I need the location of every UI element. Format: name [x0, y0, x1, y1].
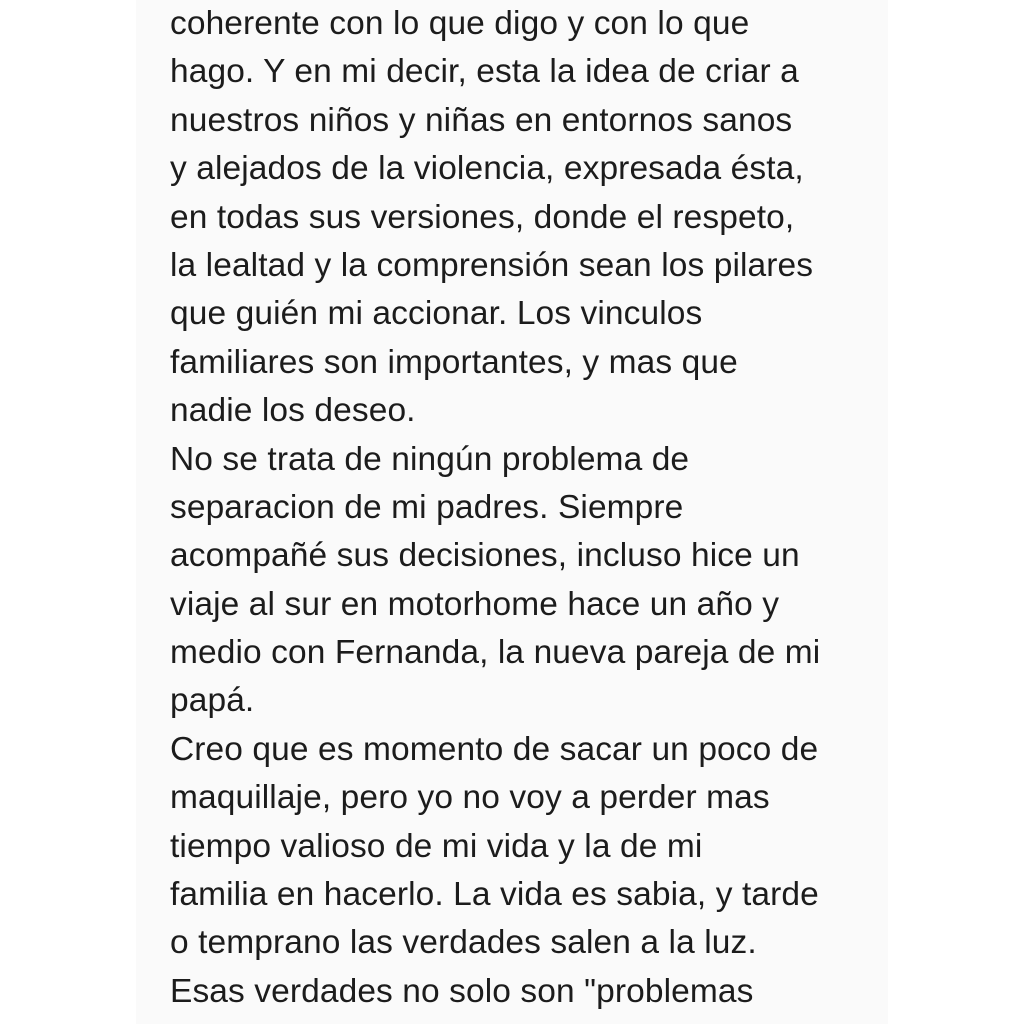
text-line: No se trata de ningún problema de — [170, 440, 690, 478]
text-line: en todas sus versiones, donde el respeto, — [170, 198, 795, 236]
text-line: coherente con lo que digo y con lo que — [170, 5, 750, 42]
text-line: nuestros niños y niñas en entornos sanos — [170, 101, 793, 139]
text-line: viaje al sur en motorhome hace un año y — [170, 585, 780, 623]
text-line: tiempo valioso de mi vida y la de mi — [170, 827, 703, 865]
text-line: maquillaje, pero yo no voy a perder mas — [170, 779, 770, 817]
text-line: o temprano las verdades salen a la luz. — [170, 924, 757, 962]
text-line: papá. — [170, 682, 255, 720]
text-line: familiares son importantes, y mas que — [170, 343, 738, 381]
text-line: nadie los deseo. — [170, 392, 416, 430]
text-line: y alejados de la violencia, expresada ésta, — [170, 150, 804, 188]
text-line: medio con Fernanda, la nueva pareja de mi — [170, 634, 821, 672]
text-line: familia en hacerlo. La vida es sabia, y tarde — [170, 876, 819, 914]
text-line: que guién mi accionar. Los vinculos — [170, 295, 703, 333]
text-line: Esas verdades no solo son "problemas — [170, 972, 754, 1010]
text-line: hago. Y en mi decir, esta la idea de criar a — [170, 53, 799, 91]
text-line: acompañé sus decisiones, incluso hice un — [170, 537, 800, 575]
message-body — [170, 0, 870, 1016]
text-line: Creo que es momento de sacar un poco de — [170, 730, 819, 768]
text-line: separacion de mi padres. Siempre — [170, 488, 684, 526]
text-line: la lealtad y la comprensión sean los pilares — [170, 246, 814, 284]
